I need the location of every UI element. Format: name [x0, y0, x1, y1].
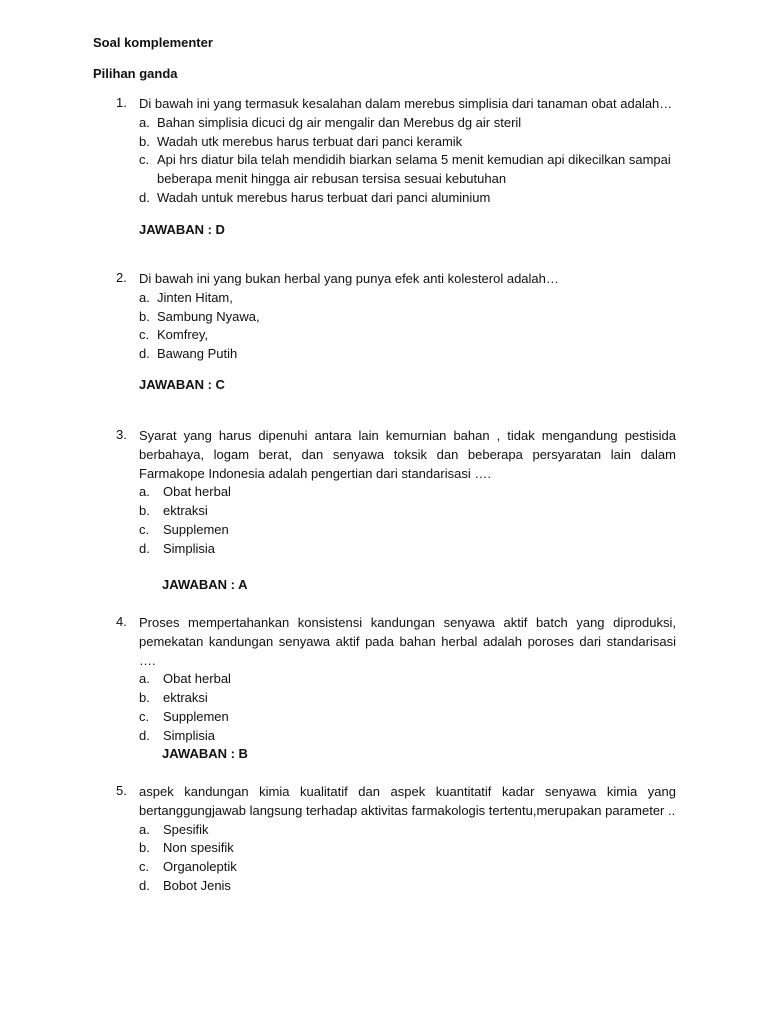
option-letter: c.	[139, 327, 150, 343]
question-number: 1.	[116, 95, 127, 110]
option-text: Bahan simplisia dicuci dg air mengalir dan Merebus dg air steril	[157, 114, 522, 130]
option-letter: c.	[139, 708, 150, 724]
option-item	[139, 727, 676, 746]
question-1	[116, 95, 676, 208]
option-letter: a.	[139, 821, 150, 837]
document-title: Soal komplementer	[93, 35, 213, 50]
option-item	[139, 483, 676, 502]
option-letter: a.	[139, 114, 150, 130]
option-letter: c.	[139, 859, 150, 875]
option-letter: d.	[139, 877, 150, 893]
option-letter: d.	[139, 189, 150, 205]
option-list	[139, 289, 676, 364]
answer-key: JAWABAN : D	[139, 222, 225, 237]
question-number: 5.	[116, 783, 127, 798]
option-letter: a.	[139, 671, 150, 687]
option-text: Simplisia	[163, 540, 216, 556]
option-item	[139, 151, 676, 189]
option-item	[139, 308, 676, 327]
option-item	[139, 521, 676, 540]
option-text: Obat herbal	[163, 484, 231, 500]
question-text: Syarat yang harus dipenuhi antara lain kemurnian bahan , tidak mengandung pestisida berbahaya, logam berat, dan senyawa toksik dan beberapa persyaratan lain dalam Farmakope Indonesia adalah pengertian dari standarisasi ….	[139, 428, 676, 481]
option-item	[139, 114, 676, 133]
option-letter: c.	[139, 152, 150, 168]
option-text: Wadah untuk merebus harus terbuat dari panci aluminium	[157, 189, 491, 205]
option-letter: d.	[139, 540, 150, 556]
option-letter: b.	[139, 840, 150, 856]
option-letter: d.	[139, 727, 150, 743]
option-item	[139, 502, 676, 521]
question-text: aspek kandungan kimia kualitatif dan aspek kuantitatif kadar senyawa kimia yang bertanggungjawab langsung terhadap aktivitas farmakologis tertentu,merupakan parameter ..	[139, 784, 676, 818]
option-item	[139, 839, 676, 858]
option-letter: a.	[139, 484, 150, 500]
question-text: Di bawah ini yang bukan herbal yang punya efek anti kolesterol adalah…	[139, 271, 559, 286]
option-letter: c.	[139, 521, 150, 537]
option-text: Obat herbal	[163, 671, 231, 687]
option-letter: a.	[139, 289, 150, 305]
option-item	[139, 708, 676, 727]
option-letter: d.	[139, 346, 150, 362]
question-4	[116, 614, 676, 746]
option-item	[139, 289, 676, 308]
option-text: Supplemen	[163, 521, 229, 537]
section-heading: Pilihan ganda	[93, 66, 178, 81]
option-text: Supplemen	[163, 708, 229, 724]
option-text: ektraksi	[163, 503, 208, 519]
option-item	[139, 326, 676, 345]
option-item	[139, 540, 676, 559]
answer-key: JAWABAN : B	[162, 746, 248, 761]
option-item	[139, 345, 676, 364]
option-text: Bobot Jenis	[163, 877, 231, 893]
option-text: Sambung Nyawa,	[157, 308, 260, 324]
option-item	[139, 858, 676, 877]
question-number: 4.	[116, 614, 127, 629]
option-text: Spesifik	[163, 821, 209, 837]
option-text: Bawang Putih	[157, 346, 238, 362]
option-letter: b.	[139, 308, 150, 324]
option-list	[139, 483, 676, 558]
question-3	[116, 427, 676, 559]
question-2	[116, 270, 676, 364]
option-item	[139, 670, 676, 689]
option-text: Jinten Hitam,	[157, 289, 233, 305]
question-number: 3.	[116, 427, 127, 442]
option-list	[139, 114, 676, 208]
question-text: Di bawah ini yang termasuk kesalahan dalam merebus simplisia dari tanaman obat adalah…	[139, 96, 673, 111]
option-item	[139, 689, 676, 708]
option-letter: b.	[139, 503, 150, 519]
option-text: Simplisia	[163, 727, 216, 743]
option-text: Wadah utk merebus harus terbuat dari panci keramik	[157, 133, 463, 149]
option-text: Organoleptik	[163, 859, 237, 875]
option-item	[139, 133, 676, 152]
option-letter: b.	[139, 690, 150, 706]
option-list	[139, 670, 676, 745]
question-text: Proses mempertahankan konsistensi kandungan senyawa aktif batch yang diproduksi, pemekatan kandungan senyawa aktif pada bahan herbal adalah poroses dari standarisasi ….	[139, 615, 676, 668]
option-letter: b.	[139, 133, 150, 149]
option-text: Non spesifik	[163, 840, 234, 856]
option-item	[139, 821, 676, 840]
question-number: 2.	[116, 270, 127, 285]
question-5	[116, 783, 676, 896]
answer-key: JAWABAN : A	[162, 577, 248, 592]
option-item	[139, 877, 676, 896]
option-item	[139, 189, 676, 208]
option-text: Komfrey,	[157, 327, 209, 343]
option-text: ektraksi	[163, 690, 208, 706]
option-text: Api hrs diatur bila telah mendidih biarkan selama 5 menit kemudian api dikecilkan sampai beberapa menit hingga air rebusan tersisa sesuai kebutuhan	[157, 152, 671, 187]
answer-key: JAWABAN : C	[139, 377, 225, 392]
option-list	[139, 821, 676, 896]
